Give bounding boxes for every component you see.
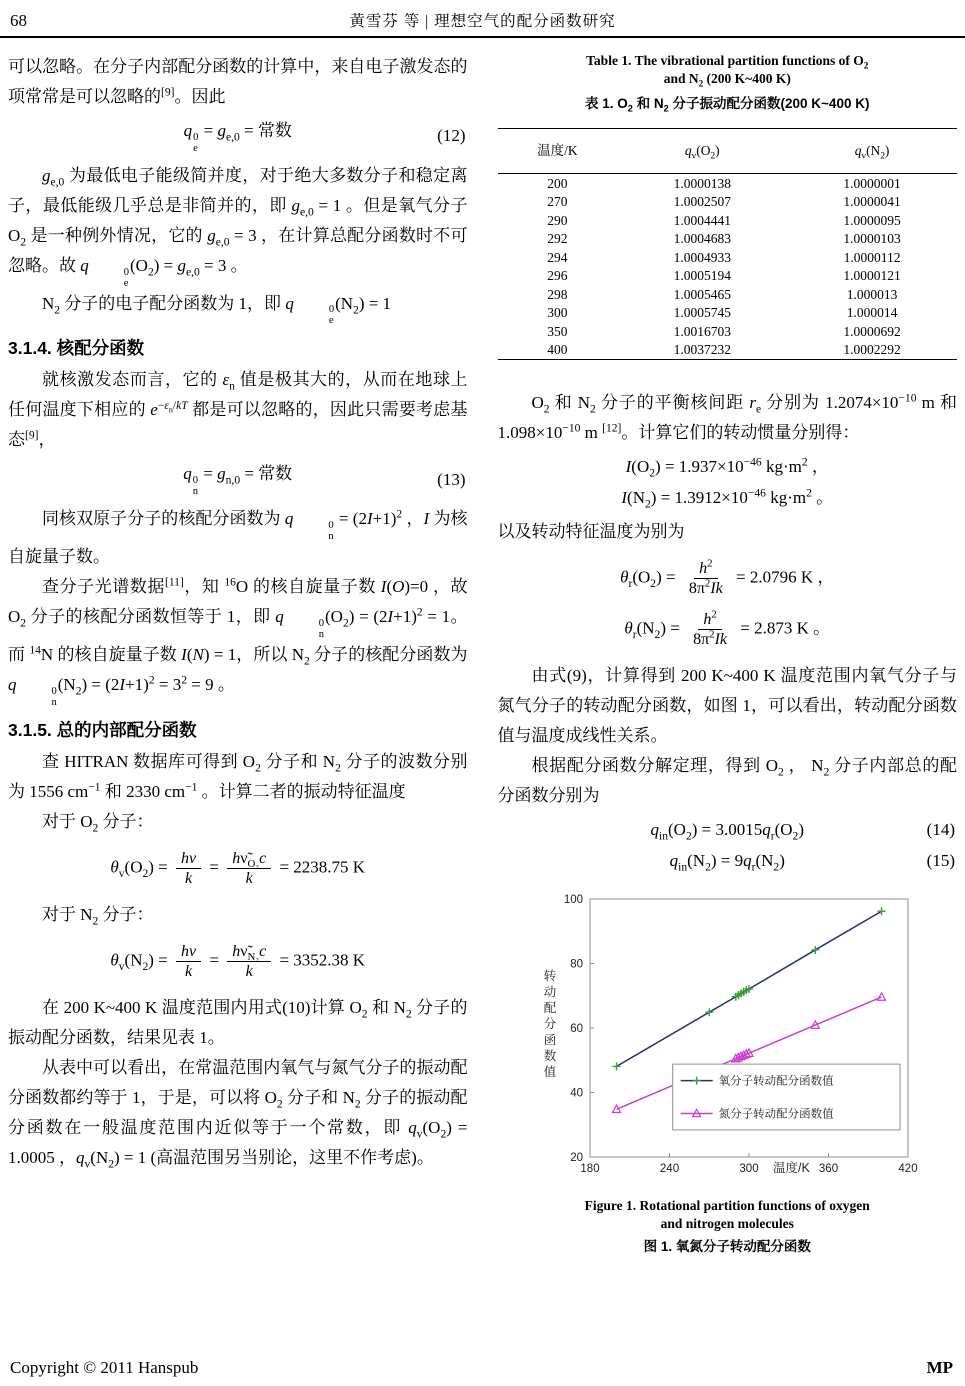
equation-12 (8, 119, 468, 154)
equation-inertia-o2 (498, 455, 958, 479)
equation-number: (12) (437, 126, 466, 146)
equation-number: (13) (437, 469, 466, 489)
svg-text:40: 40 (570, 1087, 584, 1100)
equation-13 (8, 462, 468, 497)
table-row (498, 322, 958, 341)
table-caption-en: Table 1. The vibrational partition functions of $O_2$ and $N_2$ (200 K~400 K) (586, 53, 869, 89)
table-cell-temperature: 294 (547, 249, 568, 265)
table-row (498, 285, 958, 304)
paragraph: 由式(9)，计算得到 200 K~400 K 温度范围内氧气分子与氮气分子的转动配分函数，如图 1，可以看出，转动配分函数值与温度成线性关系。 (497, 666, 957, 745)
svg-text:氧分子转动配分函数值: 氧分子转动配分函数值 (718, 1075, 834, 1088)
svg-text:分: 分 (543, 1017, 557, 1031)
table-cell-qv-n2: 1.0000103 (843, 231, 901, 246)
figure-caption-cn: 图 1. 氧氮分子转动配分函数 (643, 1239, 811, 1254)
paragraph: 查 HITRAN 数据库可得到 $O_2$ 分子和 $N_2$ 分子的波数分别为 1556 $cm^{-1}$ 和 2330 $cm^{-1}$ 。计算二者的振动特征温度 (8, 751, 468, 801)
table-cell-qv-o2: 1.0005465 (673, 286, 731, 302)
equation-body: $I(O_2) = 1.937\times 10^{-46}$ $kg\cdot m^2$ ， (625, 455, 829, 480)
rotational-partition-chart (534, 889, 920, 1189)
table-header-qv-o2: $q_v(O_2)$ (617, 129, 787, 174)
svg-text:100: 100 (564, 894, 584, 906)
svg-text:300: 300 (739, 1163, 759, 1175)
table-cell-qv-o2: 1.0005745 (673, 305, 731, 320)
section-heading-3-1-4: 3.1.4. 核配分函数 (8, 338, 145, 359)
table-cell-qv-o2: 1.0002507 (673, 194, 731, 209)
table-cell-qv-n2: 1.0000692 (843, 323, 901, 339)
table-header (498, 129, 958, 174)
equation-number: (14) (926, 820, 955, 839)
table-cell-qv-n2: 1.0000041 (843, 194, 901, 209)
page-header (0, 0, 965, 36)
table-row (498, 248, 958, 267)
paragraph: 从表中可以看出，在常温范围内氧气与氮气分子的振动配分函数都约等于 1，于是，可以将 $O_2$ 分子和 $N_2$ 分子的振动配分函数在一般温度范围内近似等于一个常数，即 $q_v(O_2) = 1.0005$ ，$q_v(N_2) = 1$ (高温范围另当别论，这里不作考虑)。 (8, 1057, 468, 1171)
table-cell-temperature: 290 (547, 212, 568, 228)
table-header-temperature: 温度/K (498, 129, 618, 174)
equation-body: q 0 e = $g_{e,0}$ = 常数 (183, 121, 292, 154)
table-cell-qv-o2: 1.0004441 (673, 212, 731, 228)
table-cell-qv-o2: 1.0037232 (673, 342, 731, 357)
svg-text:动: 动 (543, 985, 557, 999)
vibrational-partition-table (498, 128, 958, 360)
running-title: 黄雪芬 等 | 理想空气的配分函数研究 (349, 13, 616, 30)
table-row (498, 211, 958, 230)
equation-theta-v-o2 (8, 849, 468, 888)
right-column (498, 52, 958, 1256)
svg-text:值: 值 (543, 1065, 557, 1079)
equation-body: $q_{in}(N_2) = 9q_r(N_2)$ (669, 851, 785, 874)
equation-body: $\theta_r(N_2)$ = $\frac{h^2}{8\pi^2Ik}$ = 2.873 K 。 (624, 608, 831, 648)
paragraph: 同核双原子分子的核配分函数为 q 0 n = $(2I+1)^2$ ，I 为核自旋量子数。 (8, 507, 468, 567)
svg-text:60: 60 (570, 1023, 584, 1035)
paragraph: 在 200 K~400 K 温度范围内用式(10)计算 $O_2$ 和 $N_2$ 分子的振动配分函数，结果见表 1。 (8, 997, 468, 1047)
equation-theta-v-n2 (8, 942, 468, 981)
svg-text:转: 转 (543, 969, 557, 983)
section-heading-3-1-5: 3.1.5. 总的内部配分函数 (8, 719, 197, 740)
table-cell-qv-o2: 1.0004933 (673, 249, 731, 265)
paragraph: 对于 $N_2$ 分子： (42, 904, 154, 928)
equation-15 (498, 849, 958, 873)
svg-text:240: 240 (660, 1163, 680, 1175)
table-header-qv-n2: $q_v(N_2)$ (787, 129, 957, 174)
paragraph: 就核激发态而言，它的 $\varepsilon_n$ 值是极其大的，从而在地球上任何温度下相应的 $e^{-\varepsilon_n/kT}$ 都是可以忽略的，因此只需要考虑基态[9]， (8, 370, 468, 450)
svg-text:氮分子转动配分函数值: 氮分子转动配分函数值 (718, 1108, 834, 1121)
table-cell-temperature: 292 (547, 231, 568, 246)
table-cell-temperature: 300 (547, 305, 568, 320)
svg-text:函: 函 (543, 1033, 557, 1047)
paragraph: $O_2$ 和 $N_2$ 分子的平衡核间距 $r_e$ 分别为 $1.2074\times 10^{-10}$ m 和 $1.098\times 10^{-10}$ m [12]。计算它们的转动惯量分别得： (497, 391, 958, 442)
table-row (498, 174, 958, 193)
paragraph: 以及转动特征温度为别为 (497, 522, 685, 541)
svg-text:20: 20 (570, 1152, 584, 1164)
table-cell-qv-o2: 1.0005194 (673, 268, 731, 283)
svg-text:360: 360 (819, 1163, 839, 1175)
equation-body: $q_{in}(O_2) = 3.0015q_r(O_2)$ (650, 820, 804, 843)
table-row (498, 341, 958, 360)
table-cell-temperature: 350 (547, 323, 568, 339)
table-cell-qv-n2: 1.0000095 (843, 212, 901, 228)
equation-body: $\theta_v(N_2)$ = $\frac{h\nu}{k}$ = $\frac{h\nũ_{N_2}c}{k}$ = 3352.38 K (110, 942, 366, 980)
paragraph: 根据配分函数分解定理，得到 $O_2$ ， $N_2$ 分子内部总的配分函数分别为 (497, 756, 957, 805)
table-row (498, 304, 958, 323)
equation-body: $\theta_r(O_2)$ = $\frac{h^2}{8\pi^2Ik}$ = 2.0796 K ， (620, 557, 835, 597)
table-cell-qv-o2: 1.0000138 (673, 175, 731, 191)
page-footer (10, 1358, 953, 1378)
table-cell-qv-n2: 1.000014 (846, 305, 898, 320)
paragraph: $g_{e,0}$ 为最低电子能级简并度，对于绝大多数分子和稳定离子，最低能级几乎总是非简并的，即 $g_{e,0} = 1$ 。但是氧气分子 $O_2$ 是一种例外情况，它的 $g_{e,0} = 3$ ，在计算总配分函数时不可忽略。故 q 0 e $(O_2) = g_{e,0} = 3$ 。 (8, 165, 468, 289)
table-body (498, 174, 958, 360)
table-row (498, 267, 958, 286)
table-cell-qv-n2: 1.0000112 (843, 249, 901, 265)
equation-14 (498, 818, 958, 842)
copyright-text: Copyright © 2011 Hanspub (10, 1358, 199, 1377)
svg-text:数: 数 (543, 1049, 557, 1063)
table-cell-temperature: 270 (547, 194, 568, 209)
equation-number: (15) (926, 851, 955, 870)
paragraph: 查分子光谱数据[11]，知 $^{16}$O 的核自旋量子数 I(O)=0 ，故 $O_2$ 分子的核配分函数恒等于 1，即 q 0 n $(O_2) = (2I+1)^2 = 1$。而 $^{14}$N 的核自旋量子数 I(N) = 1，所以 $N_2$ 分子的核配分函数为 q 0 n $(N_2) = (2I+1)^2 = 3^2 = 9$ 。 (8, 575, 468, 708)
equation-body: $\theta_v(O_2)$ = $\frac{h\nu}{k}$ = $\frac{h\nũ_{O_2}c}{k}$ = 2238.75 K (110, 849, 366, 887)
table-cell-temperature: 296 (547, 268, 568, 283)
equation-theta-r-o2 (498, 559, 958, 598)
table-cell-qv-o2: 1.0016703 (673, 323, 731, 339)
table-cell-temperature: 200 (547, 175, 568, 191)
table-cell-qv-n2: 1.0000121 (843, 268, 901, 283)
paragraph: 对于 $O_2$ 分子： (42, 811, 154, 835)
journal-mark: MP (926, 1358, 953, 1377)
equation-theta-r-n2 (498, 610, 958, 649)
svg-text:温度/K: 温度/K (773, 1161, 811, 1175)
table-cell-qv-n2: 1.0000001 (843, 175, 901, 191)
svg-text:配: 配 (543, 1001, 557, 1015)
table-cell-qv-o2: 1.0004683 (673, 231, 731, 246)
table-cell-qv-n2: 1.0002292 (843, 342, 901, 357)
equation-body: $I(N_2) = 1.3912\times 10^{-46}$ $kg\cdot m^2$ 。 (621, 486, 834, 511)
two-column-body (0, 38, 965, 1256)
paragraph: $N_2$ 分子的电子配分函数为 1，即 q 0 e $(N_2) = 1$ (42, 293, 392, 327)
table-row (498, 193, 958, 212)
paragraph: 可以忽略。在分子内部配分函数的计算中，来自电子激发态的项常常是可以忽略的[9]。因此 (8, 57, 468, 106)
page-number: 68 (10, 11, 27, 30)
equation-inertia-n2 (498, 486, 958, 510)
table-cell-temperature: 298 (547, 286, 568, 302)
table-caption-cn: 表 1. $O_2$ 和 $N_2$ 分子振动配分函数(200 K~400 K) (585, 96, 870, 114)
figure-caption-en: Figure 1. Rotational partition functions of oxygen and nitrogen molecules (584, 1198, 870, 1231)
equation-body: q 0 n = $g_{n,0}$ = 常数 (183, 464, 293, 498)
table-cell-qv-n2: 1.000013 (846, 286, 898, 302)
svg-text:180: 180 (580, 1163, 600, 1175)
table-row (498, 230, 958, 249)
figure-1 (498, 889, 958, 1256)
svg-text:420: 420 (898, 1163, 918, 1175)
left-column (8, 52, 468, 1256)
table-cell-temperature: 400 (547, 342, 568, 357)
svg-text:80: 80 (570, 958, 584, 971)
